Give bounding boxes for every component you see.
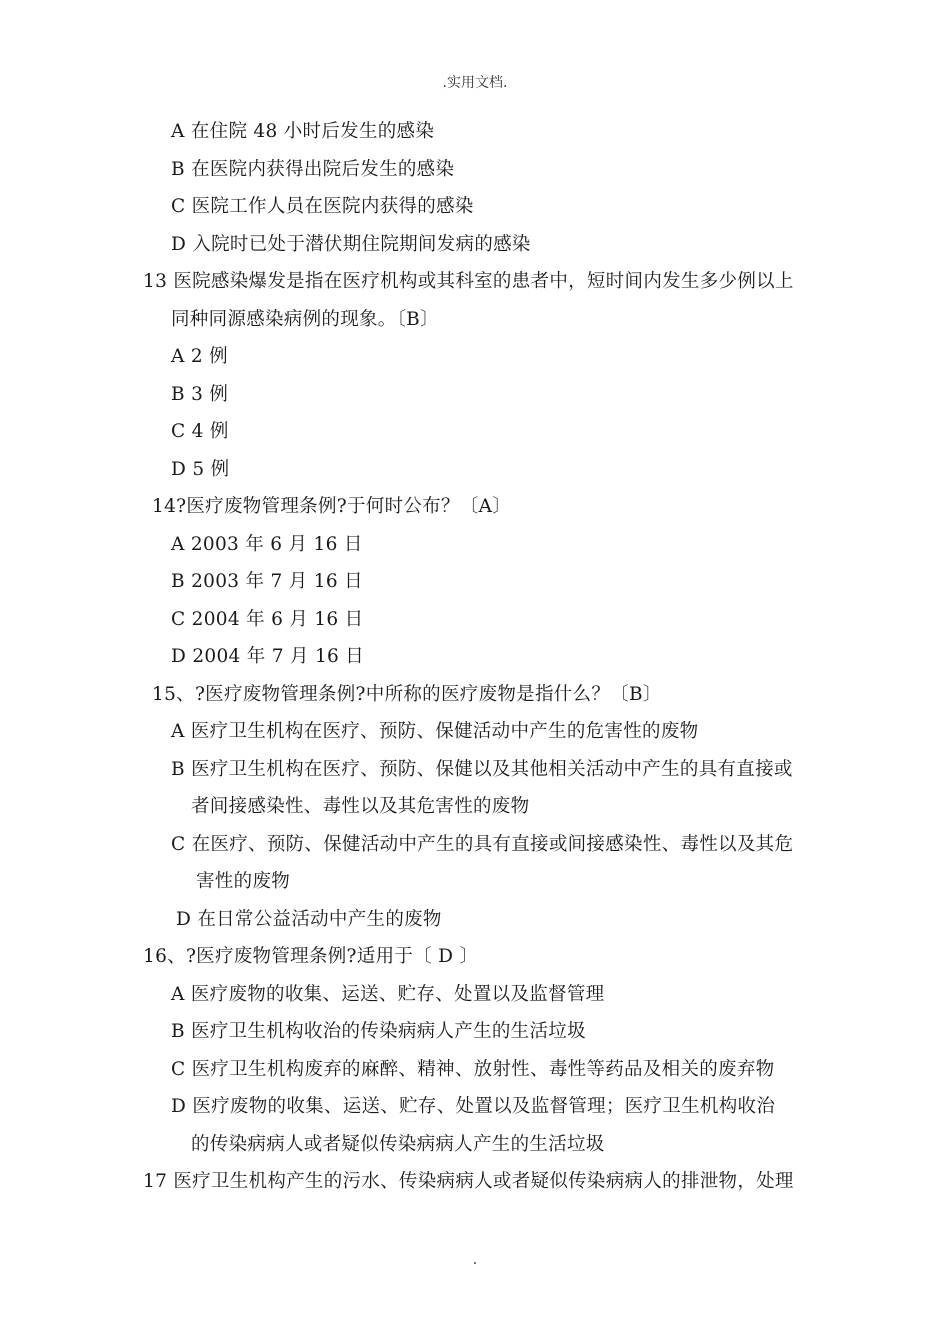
text-line: B 在医院内获得出院后发生的感染 <box>171 158 455 180</box>
document-body <box>0 113 950 1201</box>
text-line: D 2004 年 7 月 16 日 <box>171 646 365 667</box>
text-line: C 医院工作人员在医院内获得的感染 <box>171 196 474 217</box>
text-line: 害性的废物 <box>196 871 291 892</box>
text-line: B 3 例 <box>171 383 229 405</box>
text-line: C 在医疗、预防、保健活动中产生的具有直接或间接感染性、毒性以及其危 <box>171 833 794 855</box>
text-line: 15、?医疗废物管理条例?中所称的医疗废物是指什么？〔B〕 <box>152 683 662 705</box>
text-line: B 医疗卫生机构收治的传染病病人产生的生活垃圾 <box>171 1021 586 1042</box>
text-line: C 2004 年 6 月 16 日 <box>171 608 364 630</box>
text-line: 14?医疗废物管理条例?于何时公布？〔A〕 <box>152 496 512 517</box>
text-line: C 医疗卫生机构废弃的麻醉、精神、放射性、毒性等药品及相关的废弃物 <box>171 1058 775 1080</box>
text-line: 13 医院感染爆发是指在医疗机构或其科室的患者中，短时间内发生多少例以上 <box>143 271 794 292</box>
text-line: A 在住院 48 小时后发生的感染 <box>171 121 435 142</box>
text-line: 的传染病病人或者疑似传染病病人产生的生活垃圾 <box>191 1133 605 1155</box>
text-line: C 4 例 <box>171 421 229 442</box>
text-line: B 医疗卫生机构在医疗、预防、保健以及其他相关活动中产生的具有直接或 <box>171 758 793 780</box>
text-line: A 2003 年 6 月 16 日 <box>171 533 363 555</box>
text-line: 17 医疗卫生机构产生的污水、传染病病人或者疑似传染病病人的排泄物，处理 <box>143 1171 794 1192</box>
page-header: .实用文档. <box>442 75 508 91</box>
text-line: A 医疗卫生机构在医疗、预防、保健活动中产生的危害性的废物 <box>171 721 699 742</box>
text-line: D 在日常公益活动中产生的废物 <box>176 908 442 930</box>
text-line: D 医疗废物的收集、运送、贮存、处置以及监督管理；医疗卫生机构收治 <box>171 1096 776 1117</box>
text-line: A 2 例 <box>171 346 228 367</box>
text-line: D 入院时已处于潜伏期住院期间发病的感染 <box>171 233 531 255</box>
page-footer: . <box>472 1252 478 1268</box>
text-line: 16、?医疗废物管理条例?适用于〔 D 〕 <box>143 946 479 967</box>
text-line: D 5 例 <box>171 458 230 480</box>
text-line: 同种同源感染病例的现象。〔B〕 <box>171 308 439 330</box>
text-line: B 2003 年 7 月 16 日 <box>171 571 363 592</box>
text-line: 者间接感染性、毒性以及其危害性的废物 <box>191 796 530 817</box>
text-line: A 医疗废物的收集、运送、贮存、处置以及监督管理 <box>171 983 605 1005</box>
